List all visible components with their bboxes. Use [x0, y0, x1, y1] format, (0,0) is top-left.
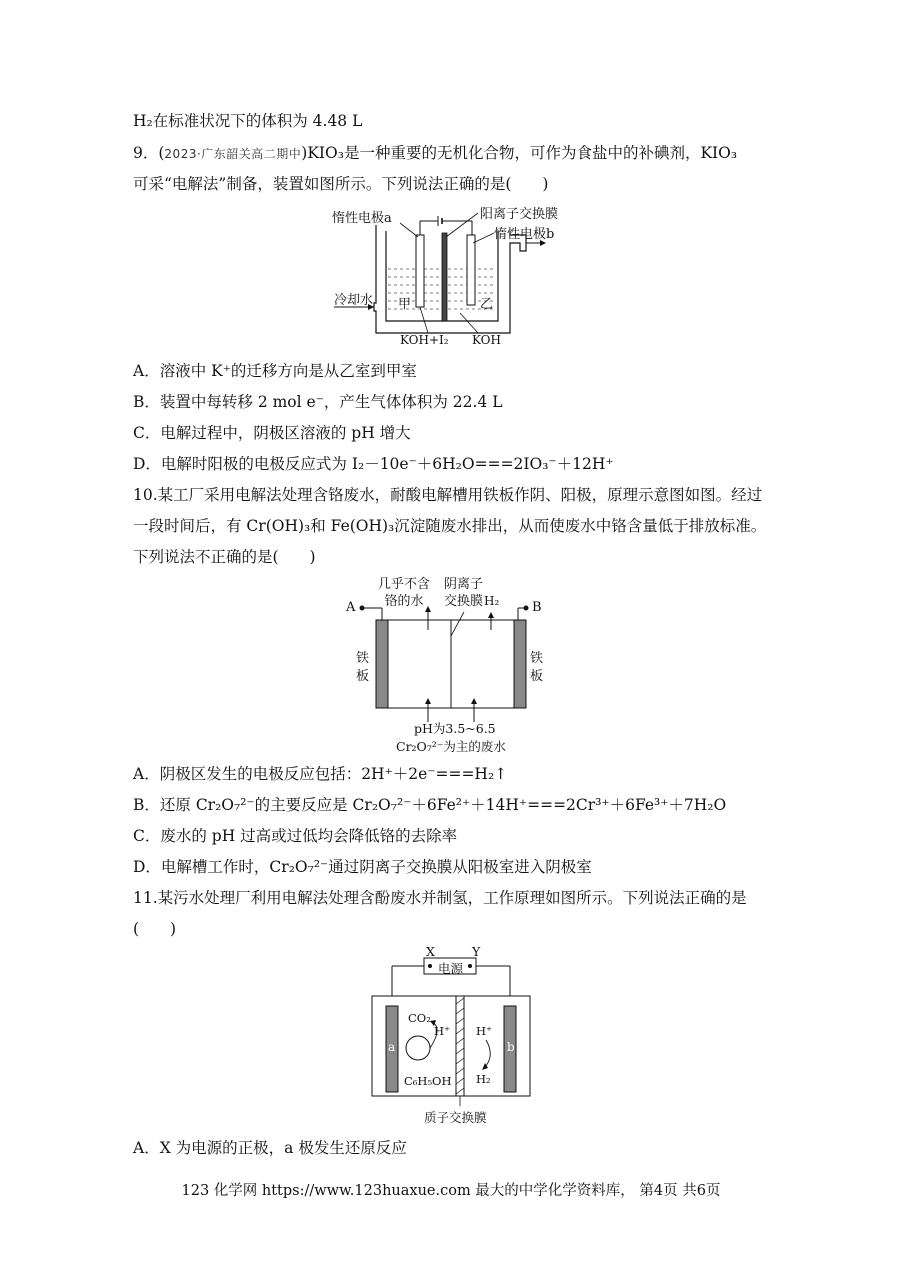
label-cooling-water: 冷却水	[334, 293, 374, 308]
label-co2: CO₂	[408, 1011, 431, 1025]
label-h2-gas: H₂	[484, 594, 500, 608]
q10-option-b: B．还原 Cr₂O₇²⁻的主要反应是 Cr₂O₇²⁻＋6Fe²⁺＋14H⁺===2Cr³⁺＋6Fe³⁺＋7H₂O	[133, 796, 727, 814]
q11-line1: 11.某污水处理厂利用电解法处理含酚废水并制氢，工作原理如图所示。下列说法正确的是	[133, 889, 747, 907]
label-power-source: 电源	[438, 961, 464, 976]
q11-option-a: A．X 为电源的正极，a 极发生还原反应	[133, 1139, 407, 1157]
label-anion-membrane	[444, 576, 483, 610]
q9-line2: 可采“电解法”制备，装置如图所示。下列说法正确的是( )	[133, 175, 549, 193]
q9-stem: )KIO₃是一种重要的无机化合物，可作为食盐中的补碘剂，KIO₃	[301, 144, 738, 162]
q10-line3: 下列说法不正确的是( )	[133, 548, 316, 566]
label-electrode-b: 惰性电极b	[494, 227, 555, 242]
label-room-jia: 甲	[398, 297, 412, 312]
label-h-plus-right: H⁺	[476, 1024, 493, 1038]
label-cation-membrane: 阳离子交换膜	[480, 207, 559, 222]
label-anion-membrane-2: 交换膜	[444, 594, 484, 609]
label-electrode-B: B	[532, 600, 542, 615]
label-solution-left: KOH+I₂	[400, 333, 449, 347]
label-electrode-b: b	[507, 1040, 515, 1054]
q10-option-d: D．电解槽工作时，Cr₂O₇²⁻通过阴离子交换膜从阳极室进入阴极室	[133, 858, 592, 876]
label-room-yi: 乙	[480, 297, 494, 312]
label-iron-plate-right: 铁板	[530, 651, 544, 684]
q9-number: 9．(	[133, 144, 165, 162]
q9-option-c: C．电解过程中，阴极区溶液的 pH 增大	[133, 424, 411, 442]
figure-q10-chromium-cell	[340, 574, 560, 758]
q9-option-a: A．溶液中 K⁺的迁移方向是从乙室到甲室	[133, 362, 417, 380]
label-h-plus-left: H⁺	[434, 1024, 451, 1038]
label-wastewater-dichromate: Cr₂O₇²⁻为主的废水	[396, 739, 506, 754]
label-proton-exchange-membrane: 质子交换膜	[424, 1110, 487, 1125]
label-anion-membrane-1: 阴离子	[444, 577, 484, 592]
label-terminal-x: X	[426, 944, 435, 959]
q10-option-c: C．废水的 pH 过高或过低均会降低铬的去除率	[133, 827, 458, 845]
figure-q11-phenol-electrolysis	[368, 944, 538, 1130]
page-footer: 123 化学网 https://www.123huaxue.com 最大的中学化学资料库， 第4页 共6页	[181, 1183, 721, 1199]
answer-line-h2-volume: H₂在标准状况下的体积为 4.48 L	[133, 112, 363, 130]
q10-option-a: A．阴极区发生的电极反应包括：2H⁺＋2e⁻===H₂↑	[133, 765, 508, 783]
label-chromium-free-water	[378, 576, 430, 610]
label-solution-right: KOH	[472, 333, 501, 347]
q9-option-b: B．装置中每转移 2 mol e⁻，产生气体体积为 22.4 L	[133, 393, 503, 411]
label-electrode-a: a	[388, 1040, 396, 1054]
label-chromium-free-water-2: 铬的水	[384, 594, 424, 609]
label-wastewater-ph: pH为3.5~6.5	[414, 721, 496, 736]
label-iron-plate-left: 铁板	[356, 651, 370, 684]
label-phenol: C₆H₅OH	[404, 1074, 452, 1088]
label-terminal-y: Y	[472, 944, 481, 959]
label-electrode-a: 惰性电极a	[332, 211, 392, 226]
label-chromium-free-water-1: 几乎不含	[378, 577, 431, 592]
q10-line2: 一段时间后，有 Cr(OH)₃和 Fe(OH)₃沉淀随废水排出，从而使废水中铬含量低于排放标准。	[133, 517, 767, 535]
label-electrode-A: A	[346, 600, 356, 615]
q9-source: 2023·广东韶关高二期中	[164, 147, 302, 161]
figure-q9-electrolysis-cell	[330, 203, 570, 351]
q11-line2: ( )	[133, 920, 177, 938]
q9-option-d: D．电解时阳极的电极反应式为 I₂－10e⁻＋6H₂O===2IO₃⁻＋12H⁺	[133, 455, 614, 473]
label-h2: H₂	[476, 1072, 491, 1086]
q10-line1: 10.某工厂采用电解法处理含铬废水，耐酸电解槽用铁板作阴、阳极，原理示意图如图。经过	[133, 486, 763, 504]
q9-line1	[133, 142, 737, 165]
